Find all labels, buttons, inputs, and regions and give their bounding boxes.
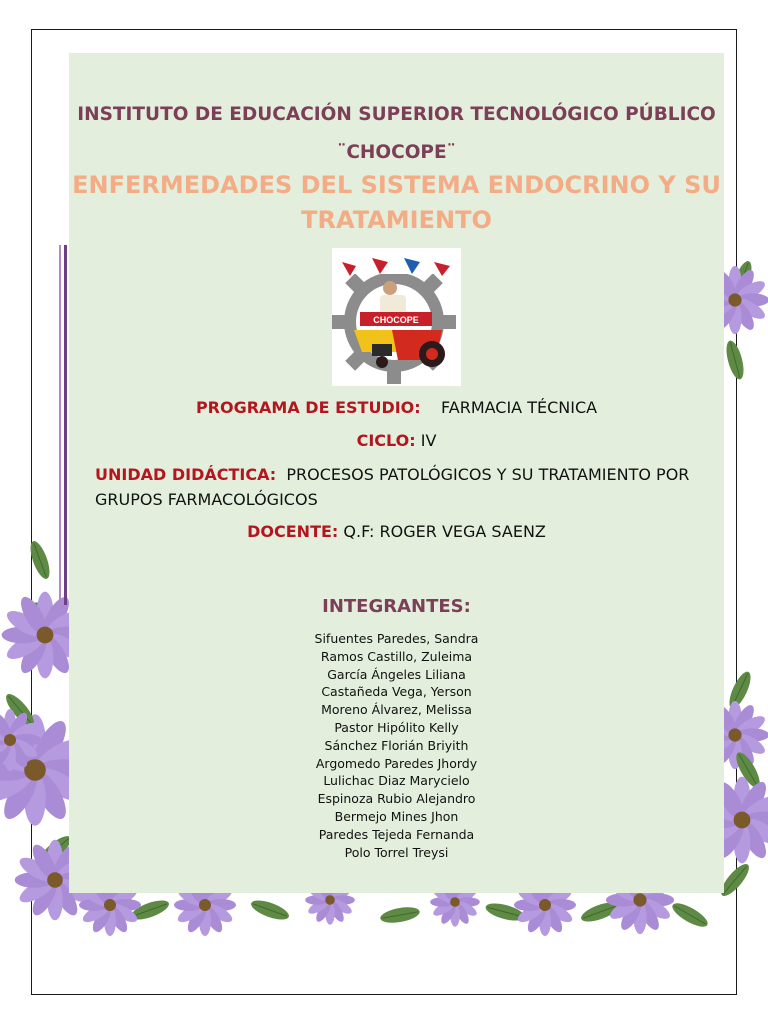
institute-line-2: ¨CHOCOPE¨ [337, 142, 456, 163]
cycle-value: IV [420, 431, 437, 450]
list-item: Bermejo Mines Jhon [334, 808, 459, 824]
didactic-unit-value: PROCESOS PATOLÓGICOS Y SU TRATAMIENTO POR GRUPOS FARMACOLÓGICOS [95, 465, 690, 509]
list-item: García Ángeles Liliana [327, 666, 466, 682]
list-item: Paredes Tejeda Fernanda [318, 826, 475, 842]
teacher-label: DOCENTE: [247, 522, 339, 541]
members-heading: INTEGRANTES: [322, 596, 471, 617]
list-item: Sifuentes Paredes, Sandra [314, 631, 479, 646]
cycle-label: CICLO: [356, 431, 416, 450]
list-item: Lulichac Diaz Marycielo [323, 773, 470, 789]
didactic-unit-row [95, 462, 715, 512]
decorative-line [64, 245, 67, 605]
list-item: Ramos Castillo, Zuleima [320, 648, 473, 664]
logo-text: CHOCOPE [373, 315, 419, 325]
institute-line-1: INSTITUTO DE EDUCACIÓN SUPERIOR TECNOLÓGICO PÚBLICO [77, 104, 716, 125]
cycle-row [69, 429, 724, 453]
list-item: Espinoza Rubio Alejandro [317, 791, 476, 807]
study-program-label: PROGRAMA DE ESTUDIO: [195, 398, 421, 417]
document-title [69, 168, 724, 238]
decorative-line [59, 245, 61, 605]
list-item: Sánchez Florián Briyith [324, 737, 469, 753]
members-list [69, 630, 724, 861]
teacher-value: Q.F: ROGER VEGA SAENZ [343, 522, 546, 541]
teacher-row [69, 520, 724, 544]
school-logo [332, 248, 461, 386]
title-line-2: TRATAMIENTO [301, 206, 492, 234]
list-item: Castañeda Vega, Yerson [321, 684, 472, 700]
list-item: Argomedo Paredes Jhordy [315, 755, 478, 771]
title-line-1: ENFERMEDADES DEL SISTEMA ENDOCRINO Y SU [72, 171, 721, 199]
list-item: Polo Torrel Treysi [344, 844, 449, 860]
gear-logo-icon [332, 248, 461, 386]
institute-name [69, 96, 724, 172]
didactic-unit-label: UNIDAD DIDÁCTICA: [95, 465, 277, 484]
list-item: Moreno Álvarez, Melissa [321, 702, 472, 718]
cover-panel [69, 53, 724, 893]
study-program-row [69, 396, 724, 420]
list-item: Pastor Hipólito Kelly [334, 719, 459, 735]
study-program-value: FARMACIA TÉCNICA [441, 398, 598, 417]
